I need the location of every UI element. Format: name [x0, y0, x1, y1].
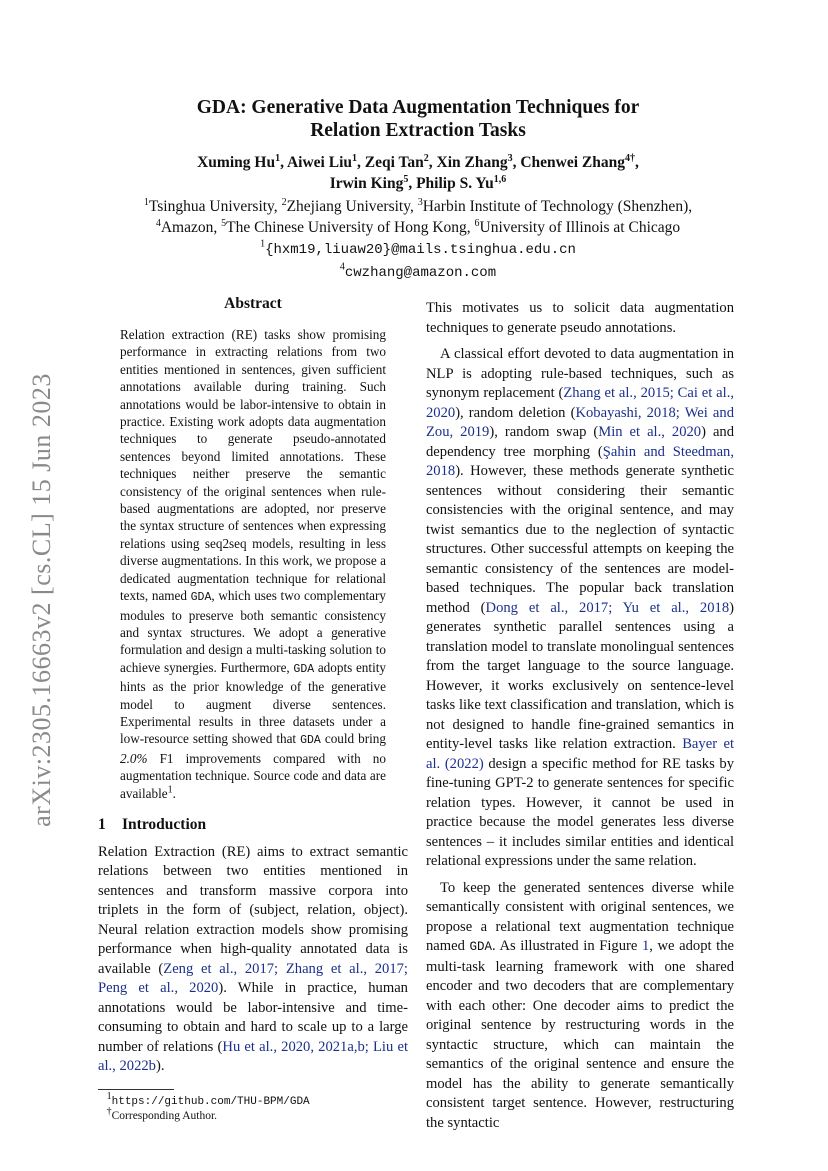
footnote-divider [98, 1089, 174, 1090]
affil-text: Amazon, [160, 219, 222, 236]
text-run: . As illustrated in Figure [492, 938, 642, 954]
affil-sup: 4 [155, 217, 161, 229]
citation-link[interactable]: Zhang et al., 2015; Cai et al., 2020 [426, 385, 735, 421]
author-sup: 4† [625, 152, 636, 164]
email-address: {hxm19,liuaw20}@mails.tsinghua.edu.cn [265, 242, 576, 258]
text-run: ). However, these methods generate synthetic sentences without considering their semantic consistencies with the original sentence, and may twist semantics due to the neglection of syntactic structures. Other successful attempts on keeping the semantic consistency of the sentences are model-based techniques. The popular back translation method ( [426, 463, 734, 616]
author-list [90, 152, 746, 194]
citation-link[interactable]: Bayer et al. (2022) [426, 736, 734, 772]
title-line-1: GDA: Generative Data Augmentation Techniques for [196, 97, 640, 118]
footnote-sup: 1 [106, 1091, 112, 1103]
affil-text: Tsinghua University, [148, 198, 282, 215]
affil-text: Zhejiang University, [286, 198, 418, 215]
affil-sup: 6 [474, 217, 480, 229]
author: , Zeqi Tan [357, 154, 424, 171]
affil-sup: 3 [417, 196, 423, 208]
improvement-value: 2.0% [120, 750, 148, 766]
author-sup: 5 [403, 173, 409, 185]
abstract-part: . [172, 785, 176, 801]
abstract-part: F1 improvements compared with no augmentation technique. Source code and data are available [120, 750, 386, 801]
author-sup: 3 [507, 152, 513, 164]
footnote-text: Corresponding Author. [111, 1109, 218, 1122]
section-heading-introduction [98, 816, 408, 834]
author-sep: , [635, 154, 639, 171]
author: , Aiwei Liu [280, 154, 352, 171]
author: Xuming Hu [197, 154, 276, 171]
citation-link[interactable]: Zeng et al., 2017; Zhang et al., 2017; Peng et al., 2020 [98, 960, 408, 997]
section-number: 1 [98, 815, 106, 833]
email-line-2 [90, 261, 746, 284]
citation-link[interactable]: Min et al., 2020 [598, 424, 702, 440]
author-sup: 1 [275, 152, 281, 164]
method-name: GDA [293, 662, 315, 676]
intro-paragraph [98, 843, 408, 1077]
author-sup: 2 [423, 152, 429, 164]
abstract-part: , which uses two complementary modules to preserve both semantic consistency and syntax structures. We adopt a generative formulation and design a multi-tasking solution to achieve synergies. Furthermore, [120, 588, 386, 675]
abstract-heading: Abstract [224, 295, 282, 312]
author: , Xin Zhang [428, 154, 508, 171]
email-address: cwzhang@amazon.com [344, 265, 497, 281]
affil-text: University of Illinois at Chicago [479, 219, 681, 236]
section-title: Introduction [122, 815, 207, 833]
paragraph-proposal [426, 879, 734, 1134]
abstract-part: adopts entity hints as the prior knowledge of the generative model to augment diverse sentences. Experimental results in three datasets under a low-resource setting showed that [120, 659, 386, 747]
paper-header [90, 96, 746, 284]
footnote-marker[interactable]: 1 [167, 784, 173, 796]
text-run: design a specific method for RE tasks by fine-tuning GPT-2 to generate sentences for specific relation types. However, it cannot be used in practice because the model generates less diverse sentences – it includes similar entities and identical relational expressions under the same relation. [426, 755, 734, 869]
affil-sup: 5 [221, 217, 227, 229]
affil-sup: 1 [143, 196, 149, 208]
email-line-1 [90, 238, 746, 261]
author: , Chenwei Zhang [512, 154, 626, 171]
footnote-2 [98, 1106, 408, 1123]
left-column [98, 294, 408, 1123]
text-run: ), random swap ( [489, 424, 599, 440]
citation-link[interactable]: Kobayashi, 2018; Wei and Zou, 2019 [426, 404, 735, 440]
footnote-url[interactable]: https://github.com/THU-BPM/GDA [111, 1095, 310, 1108]
citation-link[interactable]: Şahin and Steedman, 2018 [426, 443, 734, 479]
right-column [426, 299, 734, 1133]
affil-text: Harbin Institute of Technology (Shenzhen), [422, 198, 693, 215]
text-run: A classical effort devoted to data augmentation in NLP is adopting rule-based techniques, such as synonym replacement ( [426, 346, 734, 401]
method-name: GDA [469, 940, 493, 954]
text-run: ) and dependency tree morphing ( [426, 424, 735, 460]
author-sup: 1 [352, 152, 357, 164]
paragraph-continuation: This motivates us to solicit data augmentation techniques to generate pseudo annotations. [426, 300, 734, 336]
abstract-part: could bring [320, 731, 386, 747]
figure-link[interactable]: 1 [641, 938, 650, 954]
affil-text: The Chinese University of Hong Kong, [226, 219, 475, 236]
text-run: ) generates synthetic parallel sentences using a translation model to translate monolingual sentences from the target language to the source language. However, it works exclusively on sentence-level tasks like text classification and translation, which is not designed to handle fine-grained semantics in entity-level tasks like relation extraction. [426, 599, 734, 752]
title-line-2: Relation Extraction Tasks [310, 120, 526, 141]
paper-title [90, 96, 746, 142]
affil-sup: 2 [281, 196, 287, 208]
text-run: To keep the generated sentences diverse while semantically consistent with original sentences, we propose a relational text augmentation technique named [426, 879, 734, 954]
abstract-part: Relation extraction (RE) tasks show promising performance in extracting relations from two entities mentioned in sentences, given sufficient annotations available during training. Such annotations would be labor-intensive to obtain in practice. Existing work adopts data augmentation techniques to generate pseudo-annotated sentences beyond limited annotations. These techniques neither preserve the semantic consistency of the original sentences when rule-based augmentations are adopted, nor preserve the syntax structure of sentences when expressing relations using seq2seq models, resulting in less diverse augmentations. In this work, we propose a dedicated augmentation technique for relational texts, named [120, 327, 386, 604]
footnote-sup: † [106, 1106, 112, 1118]
paragraph-rule-based [426, 345, 734, 872]
author: , Philip S. Yu [408, 175, 494, 192]
abstract-text [120, 326, 386, 802]
text-run: Relation Extraction (RE) aims to extract semantic relations between two entities mentioned in sentences and transform massive corpora into triplets in the form of (subject, relation, object). Neural relation extraction models show promising performance when high-quality annotated data is available ( [98, 843, 408, 977]
citation-link[interactable]: Hu et al., 2020, 2021a,b; Liu et al., 2022b [98, 1038, 409, 1075]
citation-link[interactable]: Dong et al., 2017; Yu et al., 2018 [485, 599, 730, 616]
email-sup: 1 [260, 238, 266, 250]
text-run: ), random deletion ( [455, 404, 576, 421]
arxiv-identifier: arXiv:2305.16663v2 [cs.CL] 15 Jun 2023 [27, 373, 56, 827]
method-name: GDA [190, 591, 212, 605]
text-run: ). While in practice, human annotations would be labor-intensive and time-consuming to obtain and hard to scale up to a large number of relations ( [98, 980, 408, 1055]
email-sup: 4 [339, 261, 345, 273]
text-run: , we adopt the multi-task learning framework with one shared encoder and two decoders that are complementary with each other: One decoder aims to predict the original sentence by restructuring words in the syntactic structure, which can maintain the semantics of the original sentence and ensure the model has the ability to generate semantically consistent target sentence. However, restructuring the syntactic [426, 938, 734, 1131]
author-sup: 1,6 [493, 173, 507, 185]
affiliations [90, 196, 746, 238]
text-run: ). [155, 1058, 165, 1075]
footnote-1 [98, 1091, 408, 1109]
method-name: GDA [300, 734, 321, 748]
author: Irwin King [329, 175, 404, 192]
